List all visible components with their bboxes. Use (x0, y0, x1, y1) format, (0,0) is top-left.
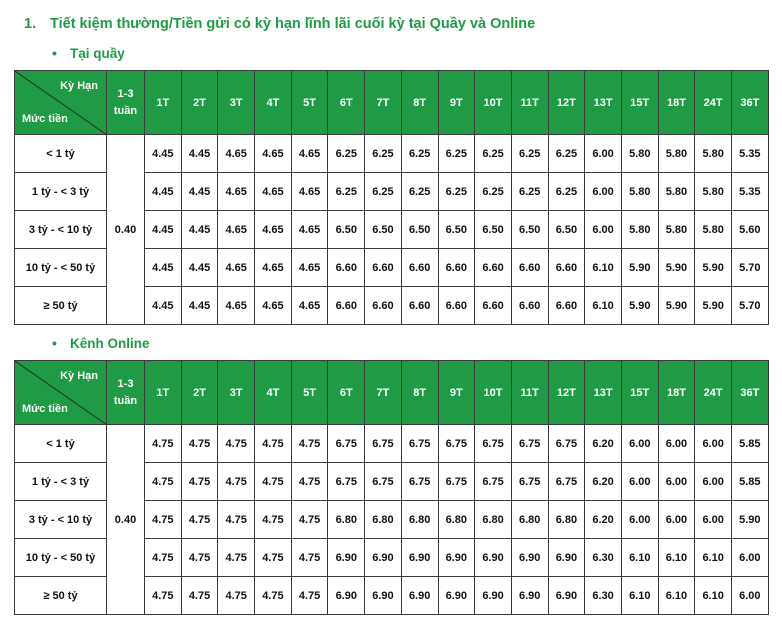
rate-cell: 4.75 (218, 577, 255, 615)
rate-cell: 6.80 (511, 501, 548, 539)
term-header: 7T (365, 361, 402, 425)
rate-cell: 5.85 (732, 425, 769, 463)
corner-header (15, 361, 107, 425)
term-header: 15T (621, 71, 658, 135)
rate-cell: 6.80 (401, 501, 438, 539)
rate-cell: 6.50 (365, 211, 402, 249)
rate-cell: 4.45 (145, 211, 182, 249)
rate-cell: 4.45 (145, 135, 182, 173)
rate-cell: 4.75 (181, 539, 218, 577)
rate-cell: 6.25 (438, 135, 475, 173)
rate-cell: 6.25 (365, 173, 402, 211)
rate-cell: 6.90 (475, 539, 512, 577)
rate-cell: 4.65 (255, 249, 292, 287)
rate-cell: 4.65 (218, 173, 255, 211)
bullet-icon: • (52, 45, 57, 61)
corner-header (15, 71, 107, 135)
rate-cell: 6.60 (475, 249, 512, 287)
rate-cell: 5.35 (732, 173, 769, 211)
term-header: 4T (255, 361, 292, 425)
term-header: 13T (585, 71, 622, 135)
rate-cell: 6.25 (511, 173, 548, 211)
rate-cell: 6.90 (438, 577, 475, 615)
term-header: 6T (328, 71, 365, 135)
rate-cell: 6.25 (401, 135, 438, 173)
rate-cell: 6.75 (475, 425, 512, 463)
term-header: 13T (585, 361, 622, 425)
rate-cell: 5.60 (732, 211, 769, 249)
subsection-online (52, 335, 150, 351)
weeks-rate-cell: 0.40 (107, 135, 145, 325)
rate-cell: 4.75 (291, 501, 328, 539)
rate-cell: 4.75 (181, 577, 218, 615)
rate-cell: 6.75 (401, 463, 438, 501)
rate-cell: 4.75 (255, 577, 292, 615)
rate-cell: 4.75 (291, 463, 328, 501)
rate-cell: 6.50 (548, 211, 585, 249)
term-header: 12T (548, 361, 585, 425)
rate-cell: 5.90 (658, 287, 695, 325)
term-header: 15T (621, 361, 658, 425)
rate-cell: 6.75 (401, 425, 438, 463)
rate-cell: 6.90 (438, 539, 475, 577)
rate-cell: 4.65 (291, 249, 328, 287)
rate-cell: 4.45 (145, 249, 182, 287)
rate-cell: 5.90 (695, 249, 732, 287)
rate-cell: 6.60 (511, 249, 548, 287)
rate-cell: 6.75 (438, 463, 475, 501)
rate-cell: 6.90 (511, 577, 548, 615)
rate-cell: 6.00 (585, 173, 622, 211)
rate-cell: 6.90 (401, 577, 438, 615)
subsection-counter (52, 45, 125, 61)
rate-cell: 6.60 (475, 287, 512, 325)
rate-cell: 4.45 (145, 173, 182, 211)
rate-cell: 6.60 (365, 287, 402, 325)
rate-cell: 5.90 (658, 249, 695, 287)
amount-tier-label: 3 tỷ - < 10 tỷ (15, 501, 107, 539)
term-header: 3T (218, 361, 255, 425)
subsection-title: Tại quầy (70, 46, 125, 61)
rate-cell: 6.10 (621, 577, 658, 615)
rate-cell: 5.80 (621, 135, 658, 173)
term-header: 5T (291, 71, 328, 135)
rate-cell: 4.75 (145, 577, 182, 615)
rate-cell: 6.25 (401, 173, 438, 211)
term-header: 11T (511, 361, 548, 425)
rate-cell: 4.65 (218, 135, 255, 173)
term-header: 18T (658, 361, 695, 425)
rate-cell: 5.85 (732, 463, 769, 501)
term-header: 7T (365, 71, 402, 135)
term-header: 1T (145, 361, 182, 425)
rate-cell: 4.65 (218, 211, 255, 249)
rate-cell: 5.70 (732, 249, 769, 287)
rate-table-online (14, 360, 769, 615)
amount-tier-label: 10 tỷ - < 50 tỷ (15, 249, 107, 287)
rate-cell: 6.75 (511, 425, 548, 463)
section-heading (24, 16, 535, 32)
rate-cell: 4.65 (255, 211, 292, 249)
rate-cell: 6.75 (328, 425, 365, 463)
rate-cell: 4.65 (255, 287, 292, 325)
rate-cell: 6.90 (475, 577, 512, 615)
amount-axis-label: Mức tiền (22, 113, 68, 125)
term-header: 36T (732, 361, 769, 425)
rate-cell: 6.00 (695, 425, 732, 463)
rate-cell: 4.75 (181, 425, 218, 463)
rate-cell: 6.60 (438, 249, 475, 287)
rate-table-counter (14, 70, 769, 325)
term-header: 9T (438, 361, 475, 425)
rate-cell: 6.75 (548, 463, 585, 501)
rate-cell: 6.00 (732, 577, 769, 615)
amount-tier-label: 1 tỷ - < 3 tỷ (15, 463, 107, 501)
rate-cell: 5.80 (658, 135, 695, 173)
rate-cell: 5.90 (732, 501, 769, 539)
rate-cell: 6.00 (732, 539, 769, 577)
rate-cell: 4.45 (181, 249, 218, 287)
rate-cell: 6.50 (328, 211, 365, 249)
table-row (15, 425, 769, 463)
rate-cell: 6.75 (365, 425, 402, 463)
rate-cell: 5.80 (695, 173, 732, 211)
rate-cell: 6.20 (585, 425, 622, 463)
amount-tier-label: ≥ 50 tỷ (15, 577, 107, 615)
rate-cell: 4.65 (291, 287, 328, 325)
rate-cell: 5.35 (732, 135, 769, 173)
rate-cell: 6.10 (585, 287, 622, 325)
rate-cell: 6.10 (585, 249, 622, 287)
rate-cell: 5.80 (621, 173, 658, 211)
rate-cell: 4.75 (291, 425, 328, 463)
rate-cell: 4.45 (181, 211, 218, 249)
rate-cell: 4.75 (181, 501, 218, 539)
rate-cell: 6.80 (328, 501, 365, 539)
rate-cell: 6.00 (585, 211, 622, 249)
rate-cell: 6.80 (438, 501, 475, 539)
weeks-header (107, 71, 145, 135)
rate-cell: 6.75 (475, 463, 512, 501)
rate-cell: 6.90 (328, 539, 365, 577)
amount-tier-label: < 1 tỷ (15, 135, 107, 173)
rate-cell: 4.75 (181, 463, 218, 501)
rate-cell: 4.65 (218, 287, 255, 325)
term-header: 1T (145, 71, 182, 135)
rate-cell: 6.25 (328, 173, 365, 211)
rate-cell: 4.45 (181, 173, 218, 211)
rate-cell: 6.10 (695, 539, 732, 577)
term-header: 10T (475, 71, 512, 135)
rate-cell: 6.75 (548, 425, 585, 463)
term-header: 4T (255, 71, 292, 135)
rate-cell: 4.75 (145, 539, 182, 577)
rate-cell: 4.65 (218, 249, 255, 287)
rate-cell: 6.75 (511, 463, 548, 501)
rate-cell: 6.50 (475, 211, 512, 249)
rate-cell: 4.75 (255, 539, 292, 577)
rate-cell: 5.90 (695, 287, 732, 325)
rate-cell: 6.25 (548, 135, 585, 173)
rate-cell: 6.60 (328, 249, 365, 287)
rate-cell: 6.90 (365, 577, 402, 615)
rate-cell: 5.80 (658, 173, 695, 211)
rate-cell: 6.10 (658, 577, 695, 615)
rate-cell: 4.65 (291, 173, 328, 211)
rate-cell: 5.90 (621, 249, 658, 287)
rate-cell: 6.10 (621, 539, 658, 577)
rate-cell: 6.20 (585, 501, 622, 539)
rate-cell: 6.00 (621, 463, 658, 501)
rate-cell: 6.25 (511, 135, 548, 173)
rate-cell: 6.10 (695, 577, 732, 615)
term-header: 18T (658, 71, 695, 135)
amount-tier-label: ≥ 50 tỷ (15, 287, 107, 325)
rate-cell: 4.65 (291, 211, 328, 249)
term-header: 8T (401, 71, 438, 135)
rate-cell: 6.30 (585, 539, 622, 577)
term-header: 5T (291, 361, 328, 425)
rate-cell: 4.75 (218, 501, 255, 539)
rate-cell: 6.60 (548, 287, 585, 325)
rate-cell: 6.00 (585, 135, 622, 173)
term-header: 36T (732, 71, 769, 135)
rate-cell: 6.50 (401, 211, 438, 249)
rate-cell: 6.60 (438, 287, 475, 325)
rate-cell: 6.90 (365, 539, 402, 577)
rate-cell: 6.80 (548, 501, 585, 539)
header-row (15, 71, 769, 135)
rate-cell: 6.90 (511, 539, 548, 577)
rate-cell: 6.75 (438, 425, 475, 463)
rate-cell: 6.25 (328, 135, 365, 173)
rate-cell: 6.90 (401, 539, 438, 577)
rate-cell: 6.00 (658, 425, 695, 463)
subsection-title: Kênh Online (70, 336, 150, 351)
amount-tier-label: 1 tỷ - < 3 tỷ (15, 173, 107, 211)
amount-axis-label: Mức tiền (22, 403, 68, 415)
term-header: 6T (328, 361, 365, 425)
rate-cell: 5.80 (695, 135, 732, 173)
rate-cell: 6.60 (401, 287, 438, 325)
rate-cell: 6.25 (475, 173, 512, 211)
weeks-header (107, 361, 145, 425)
section-title: Tiết kiệm thường/Tiền gửi có kỳ hạn lĩnh lãi cuối kỳ tại Quầy và Online (50, 16, 536, 32)
rate-cell: 6.20 (585, 463, 622, 501)
rate-cell: 6.60 (328, 287, 365, 325)
amount-tier-label: 3 tỷ - < 10 tỷ (15, 211, 107, 249)
rate-cell: 6.60 (548, 249, 585, 287)
table-row (15, 135, 769, 173)
rate-cell: 4.75 (145, 425, 182, 463)
amount-tier-label: < 1 tỷ (15, 425, 107, 463)
rate-cell: 6.00 (658, 463, 695, 501)
rate-cell: 6.10 (658, 539, 695, 577)
term-axis-label: Kỳ Hạn (60, 80, 98, 92)
rate-cell: 4.75 (291, 539, 328, 577)
weeks-header-line1: 1-3 (117, 87, 134, 100)
term-header: 3T (218, 71, 255, 135)
weeks-rate-cell: 0.40 (107, 425, 145, 615)
rate-cell: 6.00 (621, 425, 658, 463)
section-number: 1. (24, 16, 37, 32)
rate-cell: 5.80 (621, 211, 658, 249)
rate-cell: 6.30 (585, 577, 622, 615)
rate-cell: 5.90 (621, 287, 658, 325)
header-row (15, 361, 769, 425)
rate-cell: 6.75 (328, 463, 365, 501)
rate-cell: 4.75 (218, 463, 255, 501)
rate-cell: 4.45 (181, 287, 218, 325)
bullet-icon: • (52, 335, 57, 351)
rate-cell: 4.75 (255, 501, 292, 539)
rate-cell: 4.65 (255, 135, 292, 173)
rate-cell: 6.75 (365, 463, 402, 501)
rate-cell: 4.75 (255, 463, 292, 501)
weeks-header-line1: 1-3 (117, 377, 134, 390)
rate-cell: 6.80 (475, 501, 512, 539)
rate-cell: 5.70 (732, 287, 769, 325)
rate-cell: 4.45 (145, 287, 182, 325)
rate-cell: 4.45 (181, 135, 218, 173)
rate-cell: 4.75 (145, 463, 182, 501)
rate-cell: 6.80 (365, 501, 402, 539)
term-header: 24T (695, 71, 732, 135)
term-axis-label: Kỳ Hạn (60, 370, 98, 382)
rate-cell: 6.25 (475, 135, 512, 173)
rate-cell: 4.75 (145, 501, 182, 539)
rate-cell: 6.00 (695, 463, 732, 501)
rate-cell: 6.00 (695, 501, 732, 539)
rate-cell: 4.65 (291, 135, 328, 173)
term-header: 2T (181, 361, 218, 425)
rate-cell: 6.90 (328, 577, 365, 615)
rate-cell: 5.80 (695, 211, 732, 249)
term-header: 10T (475, 361, 512, 425)
rate-cell: 4.75 (255, 425, 292, 463)
term-header: 11T (511, 71, 548, 135)
rate-cell: 6.50 (511, 211, 548, 249)
rate-cell: 6.25 (438, 173, 475, 211)
rate-cell: 4.75 (291, 577, 328, 615)
rate-cell: 6.60 (365, 249, 402, 287)
term-header: 12T (548, 71, 585, 135)
rate-cell: 4.75 (218, 539, 255, 577)
weeks-header-line2: tuần (113, 104, 138, 117)
amount-tier-label: 10 tỷ - < 50 tỷ (15, 539, 107, 577)
rate-cell: 6.90 (548, 539, 585, 577)
rate-cell: 6.50 (438, 211, 475, 249)
rate-cell: 4.65 (255, 173, 292, 211)
rate-cell: 6.60 (511, 287, 548, 325)
rate-cell: 6.25 (365, 135, 402, 173)
rate-cell: 4.75 (218, 425, 255, 463)
rate-cell: 6.25 (548, 173, 585, 211)
rate-cell: 6.60 (401, 249, 438, 287)
rate-cell: 5.80 (658, 211, 695, 249)
term-header: 2T (181, 71, 218, 135)
weeks-header-line2: tuần (113, 394, 138, 407)
term-header: 8T (401, 361, 438, 425)
rate-cell: 6.00 (658, 501, 695, 539)
term-header: 9T (438, 71, 475, 135)
rate-cell: 6.90 (548, 577, 585, 615)
term-header: 24T (695, 361, 732, 425)
rate-cell: 6.00 (621, 501, 658, 539)
